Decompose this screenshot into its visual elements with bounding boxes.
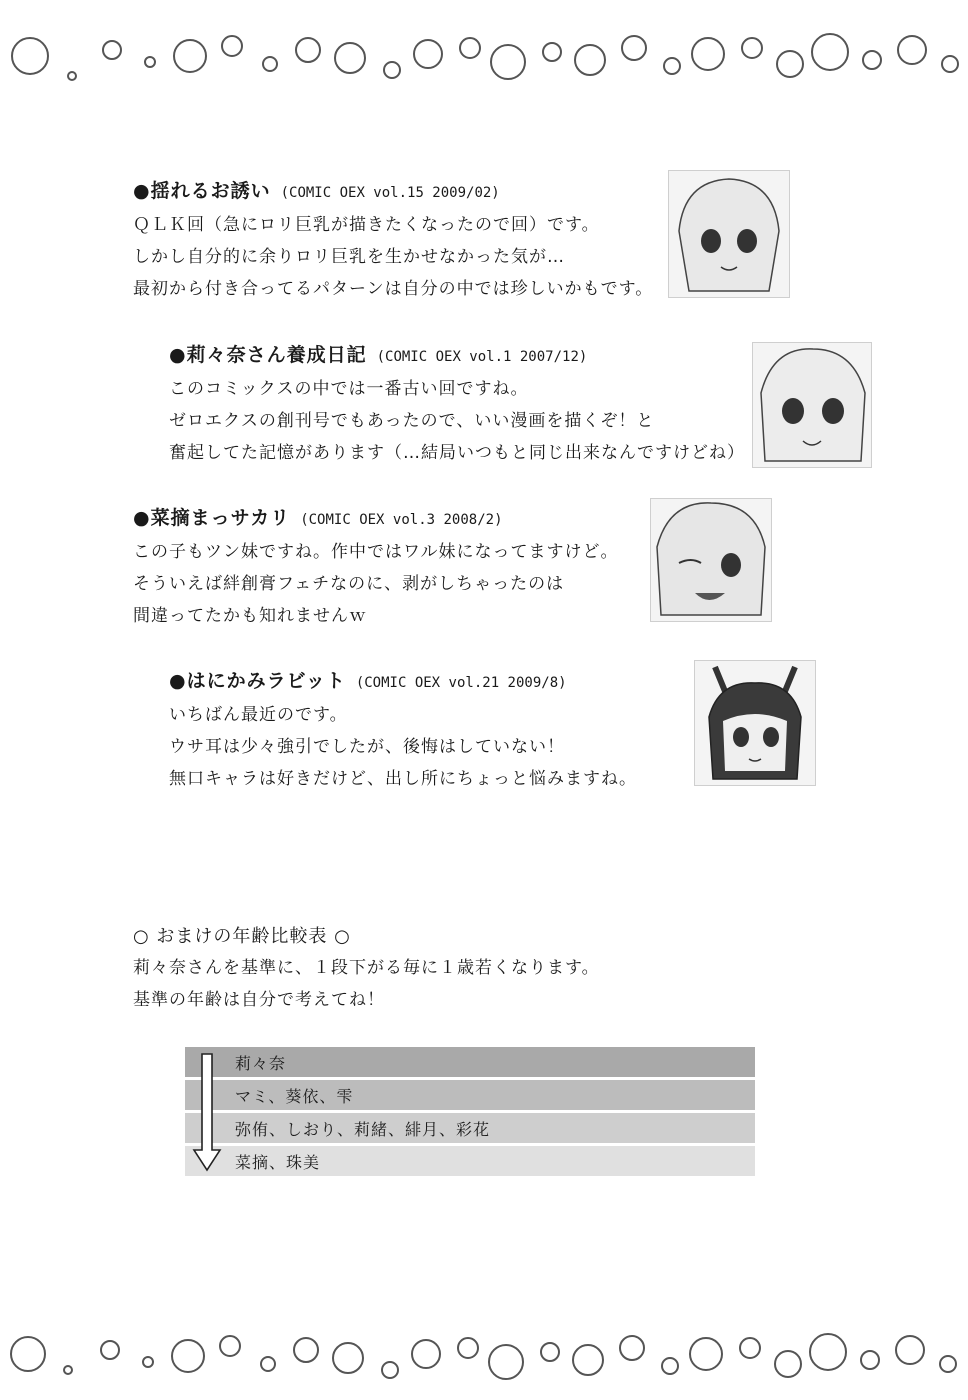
entry-natsumi-massakari [133,503,619,632]
entry-line: ゼロエクスの創刊号でもあったので、いい漫画を描くぞ！と [169,411,655,431]
entry-source: (COMIC OEX vol.15 2009/02) [280,185,500,201]
entry-line: そういえば絆創膏フェチなのに、剥がしちゃったのは [133,574,565,594]
down-arrow-icon [192,1052,222,1174]
entry-ririna-yousei-nikki [169,340,745,469]
entry-line: しかし自分的に余りロリ巨乳を生かせなかった気が… [133,247,565,267]
age-row-label: 弥侑、しおり、莉緒、緋月、彩花 [235,1120,491,1139]
age-row [185,1047,755,1077]
age-row-label: 菜摘、珠美 [235,1153,321,1172]
entry-yureru-osasoi [133,176,653,305]
entry-hanikami-rabbit [169,666,637,795]
entry-title: ●揺れるお誘い [133,180,271,202]
character-illustration-thumb [752,342,872,468]
character-illustration-thumb [694,660,816,786]
age-row-label: マミ、葵依、雫 [235,1087,354,1106]
omake-line: 莉々奈さんを基準に、１段下がる毎に１歳若くなります。 [133,958,600,978]
age-row [185,1113,755,1143]
entry-line: ウサ耳は少々強引でしたが、後悔はしていない！ [169,737,565,757]
entry-source: (COMIC OEX vol.21 2009/8) [355,675,567,691]
entry-title: ●莉々奈さん養成日記 [169,344,367,366]
character-illustration-thumb [668,170,790,298]
entry-line: 最初から付き合ってるパターンは自分の中では珍しいかもです。 [133,279,654,299]
age-row [185,1146,755,1176]
entry-line: 無口キャラは好きだけど、出し所にちょっと悩みますね。 [169,769,637,789]
bubble-border-bottom [0,1320,968,1390]
entry-line: この子もツン妹ですね。作中ではワル妹になってますけど。 [133,542,619,562]
bubble-border-top [0,18,968,88]
entry-line: いちばん最近のです。 [169,705,348,725]
entry-line: 奮起してた記憶があります（…結局いつもと同じ出来なんですけどね） [169,443,745,463]
entry-title: ●はにかみラビット [169,670,346,692]
entry-title: ●菜摘まっサカリ [133,507,291,529]
entry-source: (COMIC OEX vol.3 2008/2) [300,512,503,528]
entry-source: (COMIC OEX vol.1 2007/12) [376,349,588,365]
entry-line: このコミックスの中では一番古い回ですね。 [169,379,529,399]
entry-line: ＱＬＫ回（急にロリ巨乳が描きたくなったので回）です。 [133,215,600,235]
entry-line: 間違ってたかも知れませんｗ [133,606,367,626]
age-comparison-table [185,1047,755,1179]
omake-title: ○ おまけの年齢比較表 ○ [133,926,351,947]
character-illustration-thumb [650,498,772,622]
age-row-label: 莉々奈 [235,1054,287,1073]
omake-line: 基準の年齢は自分で考えてね！ [133,990,385,1010]
omake-section [133,922,600,1016]
age-row [185,1080,755,1110]
